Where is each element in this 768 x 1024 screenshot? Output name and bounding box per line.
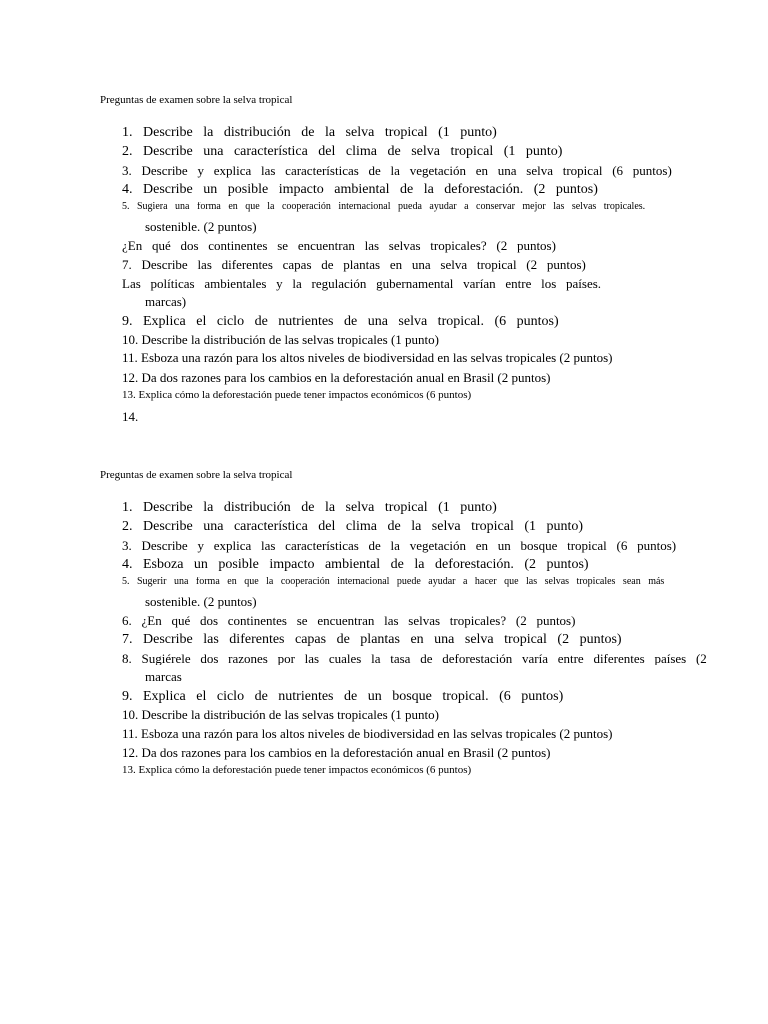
question-5: 5. Sugerir una forma en que la cooperación internacional puede ayudar a hacer que las selvas tropicales sean más (122, 577, 665, 587)
question-10: 10. Describe la distribución de las selvas tropicales (1 punto) (122, 332, 439, 347)
question-8-continuation: marcas) (145, 294, 187, 309)
question-9: 9. Explica el ciclo de nutrientes de una selva tropical. (6 puntos) (122, 314, 559, 329)
question-11: 11. Esboza una razón para los altos niveles de biodiversidad en las selvas tropicales (2 puntos) (122, 726, 613, 741)
question-3: 3. Describe y explica las características de la vegetación en una selva tropical (6 puntos) (122, 163, 672, 178)
question-5-continuation: sostenible. (2 puntos) (145, 594, 257, 609)
question-5-continuation: sostenible. (2 puntos) (145, 219, 257, 234)
question-10: 10. Describe la distribución de las selvas tropicales (1 punto) (122, 707, 439, 722)
question-11: 11. Esboza una razón para los altos niveles de biodiversidad en las selvas tropicales (2 puntos) (122, 350, 613, 365)
question-6: 6. ¿En qué dos continentes se encuentran las selvas tropicales? (2 puntos) (122, 613, 576, 628)
question-1: 1. Describe la distribución de la selva tropical (1 punto) (122, 500, 497, 515)
question-4: 4. Esboza un posible impacto ambiental de la deforestación. (2 puntos) (122, 557, 589, 572)
question-14: 14. (122, 409, 139, 424)
question-12: 12. Da dos razones para los cambios en la deforestación anual en Brasil (2 puntos) (122, 745, 551, 760)
question-3: 3. Describe y explica las características de la vegetación en un bosque tropical (6 puntos) (122, 538, 677, 553)
question-7: 7. Describe las diferentes capas de plantas en una selva tropical (2 puntos) (122, 257, 586, 272)
block-title: Preguntas de examen sobre la selva tropical (100, 469, 293, 481)
question-13: 13. Explica cómo la deforestación puede tener impactos económicos (6 puntos) (122, 764, 472, 776)
block-title: Preguntas de examen sobre la selva tropical (100, 94, 293, 106)
question-12: 12. Da dos razones para los cambios en la deforestación anual en Brasil (2 puntos) (122, 370, 551, 385)
question-5: 5. Sugiera una forma en que la cooperación internacional pueda ayudar a conservar mejor las selvas tropicales. (122, 202, 646, 212)
question-13: 13. Explica cómo la deforestación puede tener impactos económicos (6 puntos) (122, 389, 472, 401)
question-8-continuation: marcas (145, 669, 182, 684)
question-2: 2. Describe una característica del clima de selva tropical (1 punto) (122, 144, 563, 159)
question-2: 2. Describe una característica del clima de la selva tropical (1 punto) (122, 519, 584, 534)
question-1: 1. Describe la distribución de la selva tropical (1 punto) (122, 125, 497, 140)
question-6: ¿En qué dos continentes se encuentran las selvas tropicales? (2 puntos) (122, 238, 556, 253)
question-7: 7. Describe las diferentes capas de plantas en una selva tropical (2 puntos) (122, 632, 622, 647)
question-9: 9. Explica el ciclo de nutrientes de un bosque tropical. (6 puntos) (122, 689, 564, 704)
question-8: Las políticas ambientales y la regulación gubernamental varían entre los países. (122, 276, 602, 291)
question-4: 4. Describe un posible impacto ambiental de la deforestación. (2 puntos) (122, 182, 598, 197)
question-8: 8. Sugiérele dos razones por las cuales la tasa de deforestación varía entre diferentes países (2 (122, 652, 707, 665)
